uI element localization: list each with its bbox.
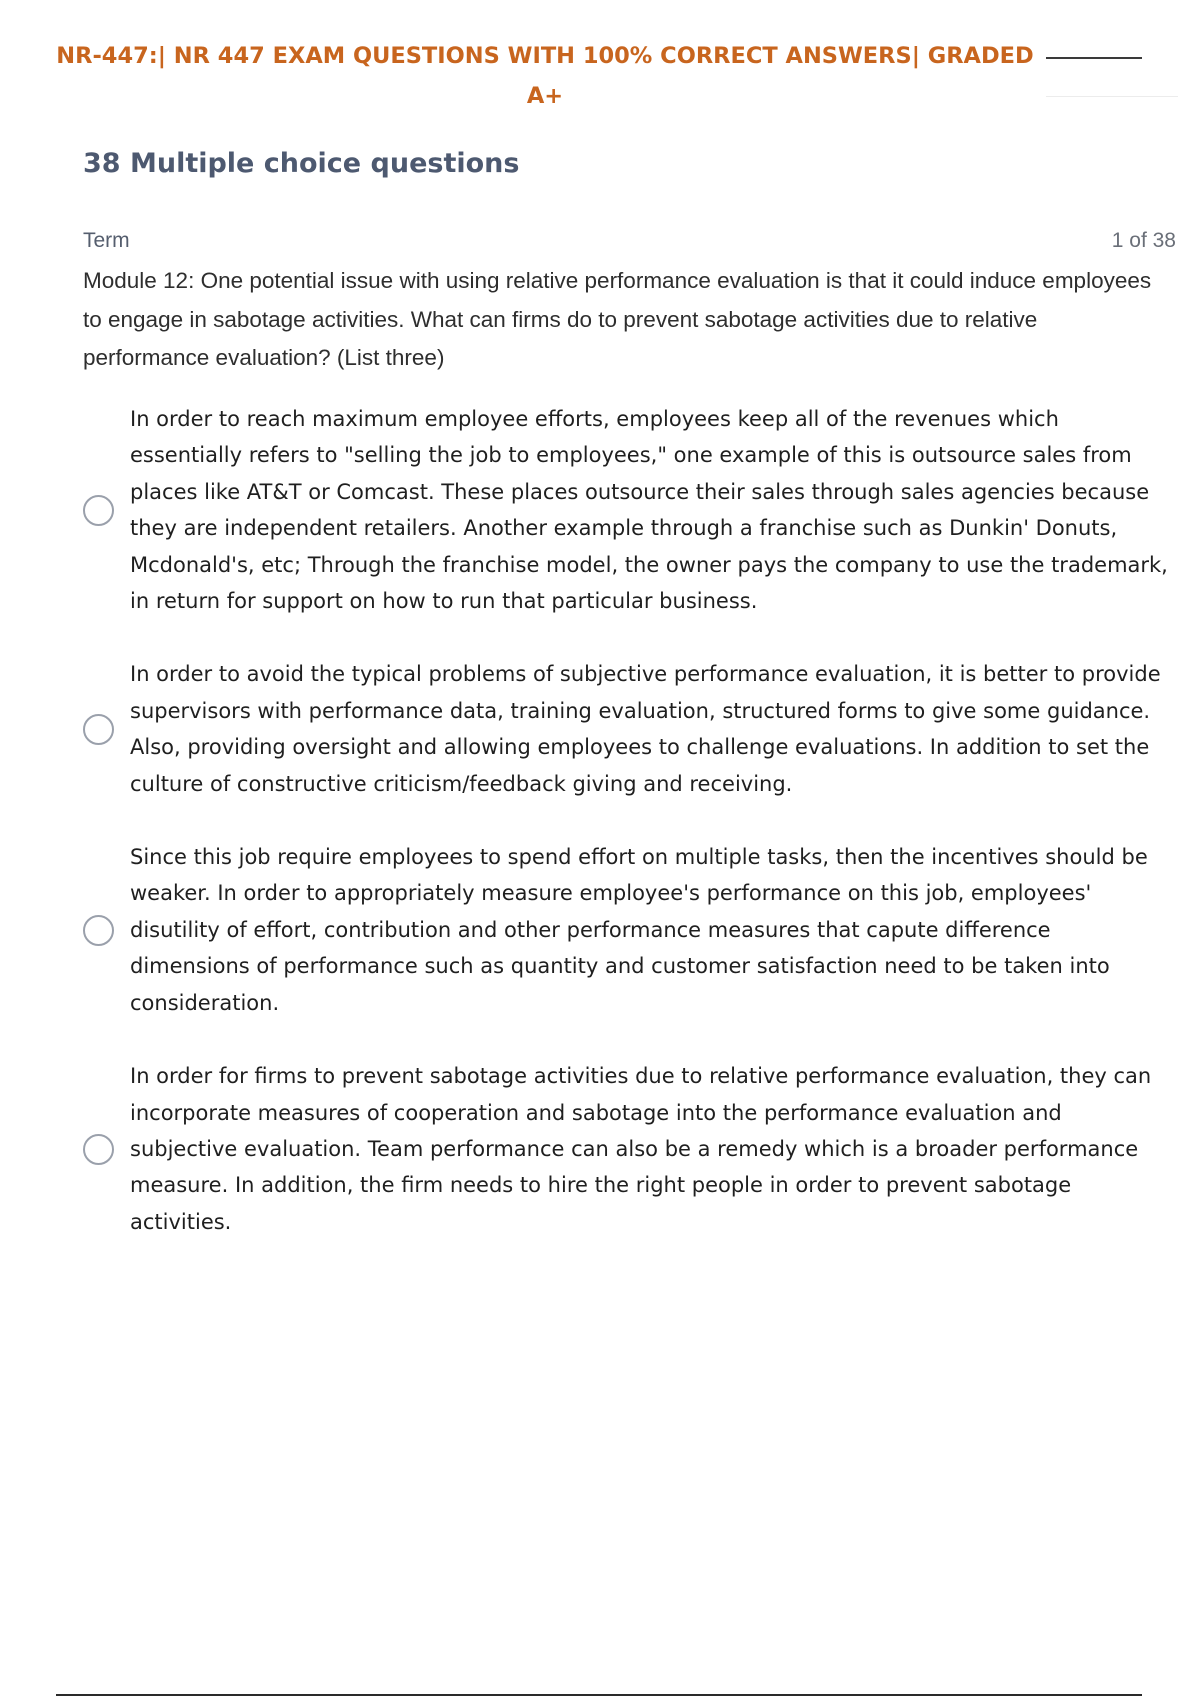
document-title: NR-447:| NR 447 EXAM QUESTIONS WITH 100% CORRECT ANSWERS| GRADED A+ xyxy=(56,43,1034,109)
radio-button[interactable] xyxy=(83,714,114,745)
radio-button[interactable] xyxy=(83,1134,114,1165)
answer-option-text: In order to reach maximum employee efforts, employees keep all of the revenues which essentially refers to "selling the job to employees," one example of this is outsource sales from places like AT&T or Comcast. These places outsource their sales through sales agencies because they are independent retailers. Another example through a franchise such as Dunkin' Donuts, Mcdonald's, etc; Through the franchise model, the owner pays the company to use the trademark, in return for support on how to run that particular business. xyxy=(130,407,1168,614)
card-counter: 1 of 38 xyxy=(1111,229,1176,252)
section-heading: 38 Multiple choice questions xyxy=(83,148,520,179)
answer-option-4[interactable] xyxy=(83,1058,1168,1240)
answer-option-text: Since this job require employees to spend effort on multiple tasks, then the incentives should be weaker. In order to appropriately measure employee's performance on this job, employees' disutility of effort, contribution and other performance measures that capute difference dimensions of performance such as quantity and customer satisfaction need to be taken into consideration. xyxy=(130,845,1148,1015)
question-text: Module 12: One potential issue with using relative performance evaluation is that it could induce employees to engage in sabotage activities. What can firms do to prevent sabotage activities due to relative performance evaluation? (List three) xyxy=(83,268,1152,370)
answer-option-text: In order to avoid the typical problems of subjective performance evaluation, it is better to provide supervisors with performance data, training evaluation, structured forms to give some guidance. Also, providing oversight and allowing employees to challenge evaluations. In addition to set the culture of constructive criticism/feedback giving and receiving. xyxy=(130,662,1161,796)
radio-button[interactable] xyxy=(83,915,114,946)
radio-button[interactable] xyxy=(83,495,114,526)
answer-option-1[interactable] xyxy=(83,401,1168,619)
title-rule xyxy=(1046,57,1142,59)
answer-option-3[interactable] xyxy=(83,839,1168,1021)
answer-option-2[interactable] xyxy=(83,656,1168,802)
answer-options xyxy=(83,401,1168,1277)
footer-rule xyxy=(56,1694,1142,1696)
answer-option-text: In order for firms to prevent sabotage activities due to relative performance evaluation, they can incorporate measures of cooperation and sabotage into the performance evaluation and subjective evaluation. Team performance can also be a remedy which is a broader performance measure. In addition, the firm needs to hire the right people in order to prevent sabotage activities. xyxy=(130,1064,1152,1234)
card-term-label: Term xyxy=(83,229,130,252)
title-rule-faint xyxy=(1046,96,1178,97)
